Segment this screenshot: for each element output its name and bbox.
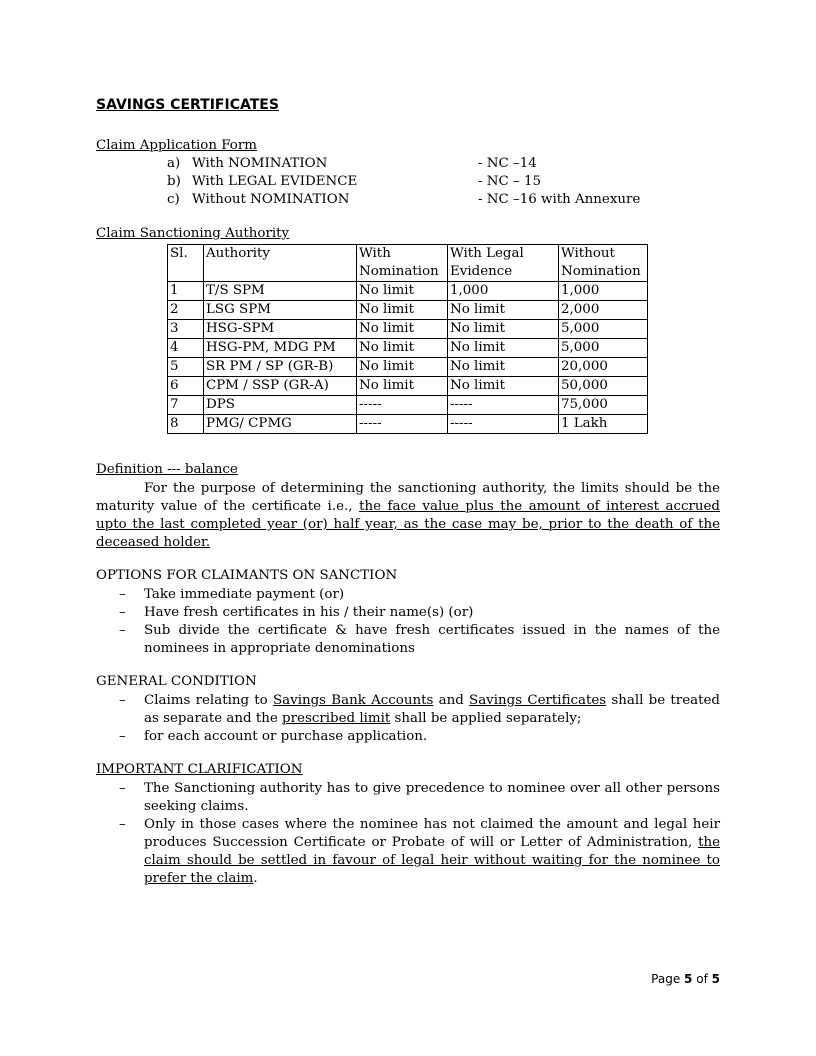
table-cell: -----	[448, 396, 559, 415]
list-marker: b)	[167, 174, 181, 189]
table-cell: No limit	[357, 282, 448, 301]
list-item	[167, 155, 727, 173]
table-cell: No limit	[448, 301, 559, 320]
table-cell: -----	[357, 415, 448, 434]
table-cell: PMG/ CPMG	[204, 415, 357, 434]
table-cell: -----	[448, 415, 559, 434]
table-cell: 5,000	[559, 320, 648, 339]
clarification-text: .	[253, 871, 258, 886]
table-cell: No limit	[448, 320, 559, 339]
table-cell: 1 Lakh	[559, 415, 648, 434]
table-cell: 8	[168, 415, 204, 434]
list-marker: c)	[167, 192, 180, 207]
table-cell: No limit	[448, 339, 559, 358]
document-page	[96, 0, 720, 1056]
list-item	[167, 173, 727, 191]
claim-form-heading: Claim Application Form	[96, 138, 257, 153]
page-word: Page	[651, 972, 681, 986]
page-total: 5	[711, 972, 720, 986]
table-cell: 75,000	[559, 396, 648, 415]
table-cell: 1,000	[448, 282, 559, 301]
table-cell: 2,000	[559, 301, 648, 320]
table-row	[168, 320, 648, 339]
list-item	[96, 816, 720, 888]
page-number-footer	[651, 972, 720, 986]
table-header-row	[168, 245, 648, 282]
list-marker: a)	[167, 156, 181, 171]
column-header: With Legal Evidence	[448, 245, 559, 282]
table-cell: No limit	[357, 358, 448, 377]
clarification-heading: IMPORTANT CLARIFICATION	[96, 762, 303, 777]
table-cell: SR PM / SP (GR-B)	[204, 358, 357, 377]
options-list	[96, 586, 720, 658]
general-list	[96, 692, 720, 746]
general-text: and	[433, 693, 470, 708]
clarification-text: The Sanctioning authority has to give precedence to nominee over all other persons seeking claims.	[144, 781, 720, 814]
claim-form-label: With LEGAL EVIDENCE	[192, 174, 358, 189]
general-underlined-text: Savings Certificates	[469, 693, 607, 708]
claim-form-label: Without NOMINATION	[192, 192, 350, 207]
claim-form-code: - NC –14	[478, 156, 537, 171]
claim-form-list	[167, 155, 727, 209]
clarification-list	[96, 780, 720, 888]
sanction-table	[167, 244, 648, 434]
table-cell: No limit	[448, 358, 559, 377]
dash-bullet: –	[119, 623, 126, 638]
dash-bullet: –	[119, 781, 126, 796]
column-header: With Nomination	[357, 245, 448, 282]
clarification-underlined-text: the claim should be settled in favour of legal heir without waiting for the nominee to prefer the claim	[144, 835, 720, 886]
general-text: shall be treated as separate and the	[144, 693, 720, 726]
table-cell: No limit	[357, 339, 448, 358]
general-text: for each account or purchase application.	[144, 729, 428, 744]
table-row	[168, 396, 648, 415]
general-text: shall be applied separately;	[390, 711, 582, 726]
table-cell: 6	[168, 377, 204, 396]
table-cell: CPM / SSP (GR-A)	[204, 377, 357, 396]
table-row	[168, 377, 648, 396]
list-item	[96, 604, 720, 622]
table-cell: T/S SPM	[204, 282, 357, 301]
clarification-text: Only in those cases where the nominee has not claimed the amount and legal heir produces Succession Certificate or Probate of will or Letter of Administration,	[144, 817, 720, 850]
table-cell: DPS	[204, 396, 357, 415]
list-item	[96, 728, 720, 746]
claim-form-label: With NOMINATION	[192, 156, 328, 171]
options-heading: OPTIONS FOR CLAIMANTS ON SANCTION	[96, 568, 398, 583]
table-cell: HSG-PM, MDG PM	[204, 339, 357, 358]
table-row	[168, 339, 648, 358]
list-item	[96, 586, 720, 604]
table-cell: 2	[168, 301, 204, 320]
option-text: Have fresh certificates in his / their name(s) (or)	[144, 605, 474, 620]
table-row	[168, 301, 648, 320]
table-row	[168, 282, 648, 301]
general-underlined-text: Savings Bank Accounts	[272, 693, 434, 708]
list-item	[96, 692, 720, 728]
table-cell: -----	[357, 396, 448, 415]
definition-paragraph	[96, 480, 720, 552]
option-text: Sub divide the certificate & have fresh certificates issued in the names of the nominees in appropriate denominations	[144, 623, 720, 656]
definition-text: For the purpose of determining the sanctioning authority, the limits should be the maturity value of the certificate i.e.,	[96, 481, 720, 514]
list-item	[167, 191, 727, 209]
claim-form-code: - NC – 15	[478, 174, 541, 189]
option-text: Take immediate payment (or)	[144, 587, 345, 602]
table-cell: 50,000	[559, 377, 648, 396]
general-underlined-text: prescribed limit	[282, 711, 391, 726]
table-cell: No limit	[357, 377, 448, 396]
dash-bullet: –	[119, 587, 126, 602]
table-cell: LSG SPM	[204, 301, 357, 320]
dash-bullet: –	[119, 693, 126, 708]
definition-heading: Definition --- balance	[96, 462, 238, 477]
column-header: Sl.	[168, 245, 204, 282]
table-cell: HSG-SPM	[204, 320, 357, 339]
table-cell: No limit	[448, 377, 559, 396]
column-header: Without Nomination	[559, 245, 648, 282]
table-cell: 4	[168, 339, 204, 358]
table-cell: 5,000	[559, 339, 648, 358]
table-cell: No limit	[357, 301, 448, 320]
table-row	[168, 415, 648, 434]
table-cell: 1,000	[559, 282, 648, 301]
table-cell: 20,000	[559, 358, 648, 377]
page-title: SAVINGS CERTIFICATES	[96, 97, 279, 113]
general-text: Claims relating to	[144, 693, 273, 708]
table-cell: 1	[168, 282, 204, 301]
column-header: Authority	[204, 245, 357, 282]
page-number: 5	[684, 972, 693, 986]
of-word: of	[696, 972, 708, 986]
table-cell: 3	[168, 320, 204, 339]
table-cell: No limit	[357, 320, 448, 339]
dash-bullet: –	[119, 729, 126, 744]
list-item	[96, 780, 720, 816]
dash-bullet: –	[119, 817, 126, 832]
table-cell: 7	[168, 396, 204, 415]
table-cell: 5	[168, 358, 204, 377]
claim-form-code: - NC –16 with Annexure	[478, 192, 641, 207]
general-heading: GENERAL CONDITION	[96, 674, 257, 689]
list-item	[96, 622, 720, 658]
definition-underlined-text: the face value plus the amount of interest accrued upto the last completed year (or) half year, as the case may be, prior to the death of the deceased holder.	[96, 499, 720, 550]
dash-bullet: –	[119, 605, 126, 620]
table-row	[168, 358, 648, 377]
sanction-heading: Claim Sanctioning Authority	[96, 226, 290, 241]
